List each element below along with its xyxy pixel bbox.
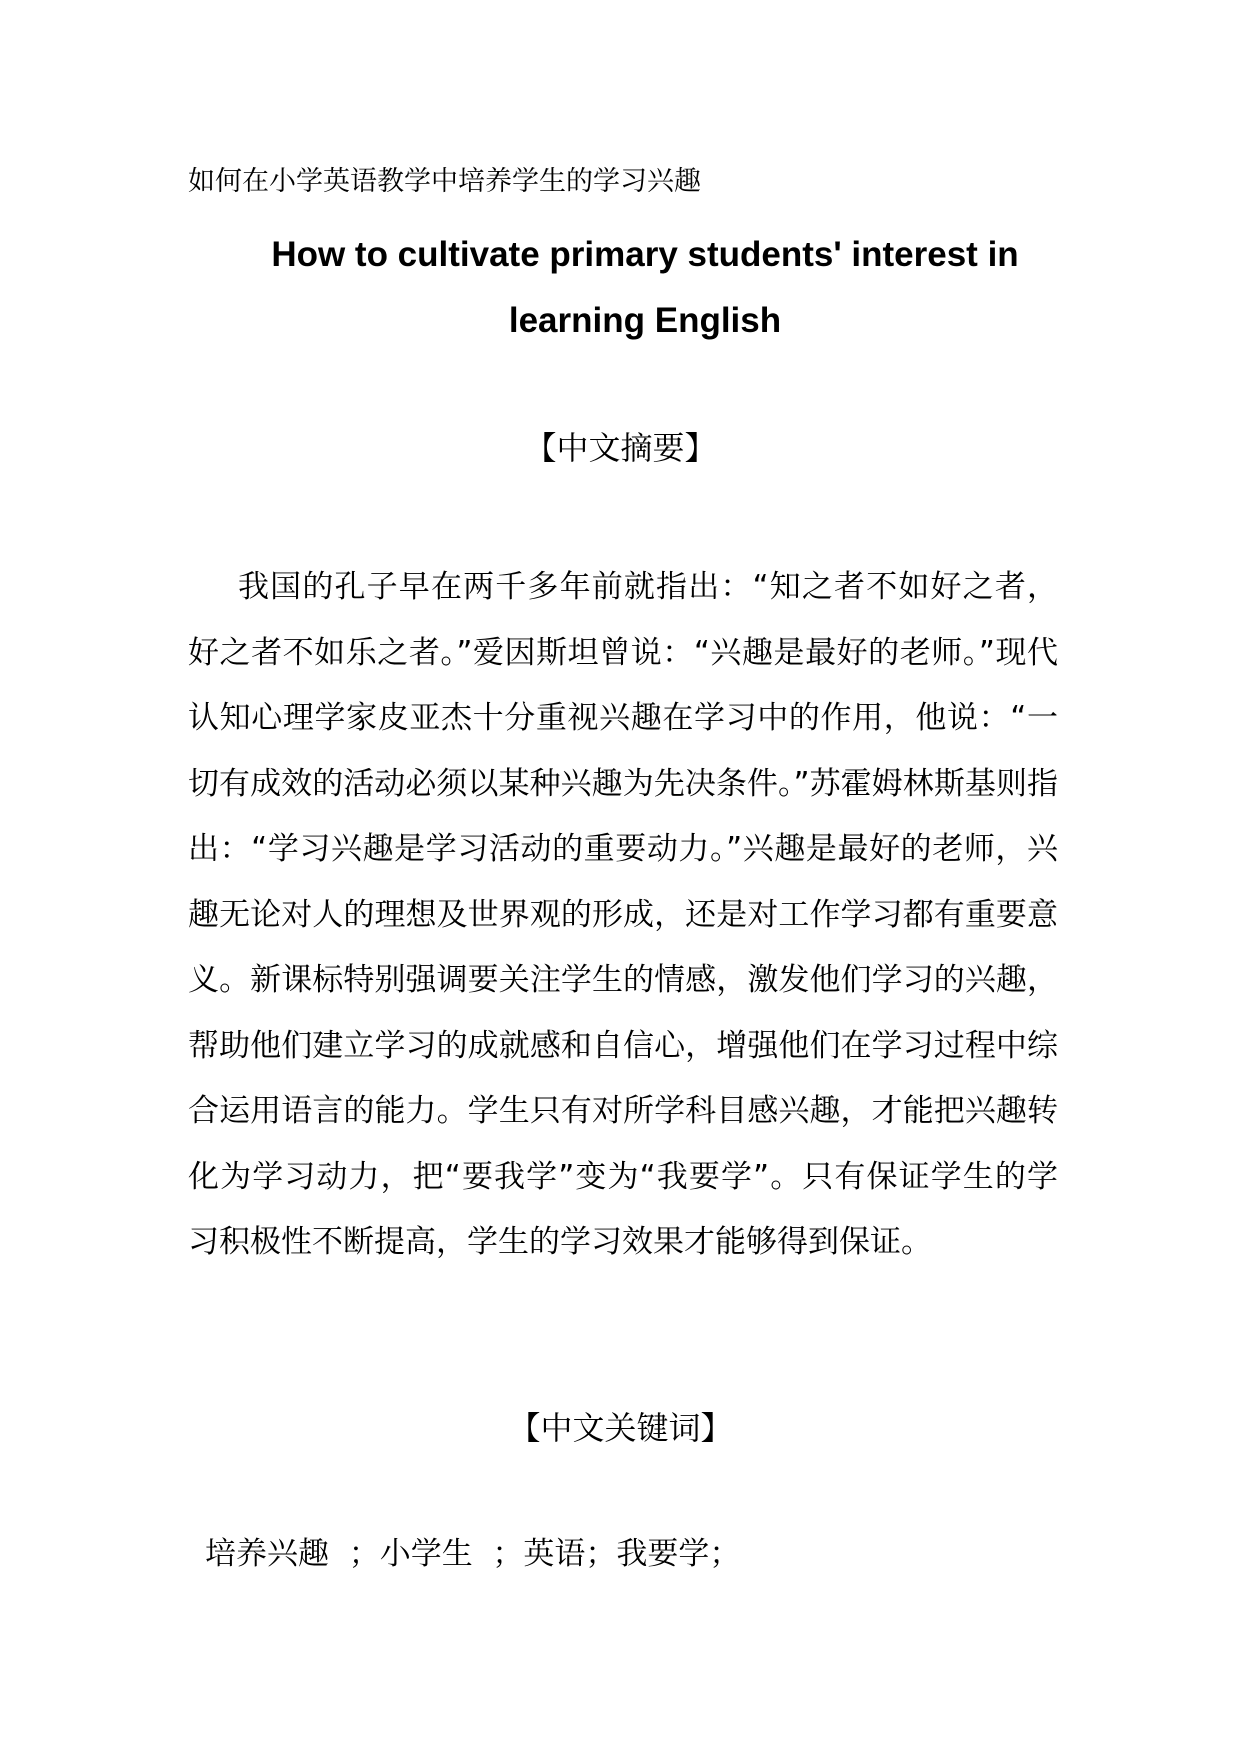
chinese-title: 如何在小学英语教学中培养学生的学习兴趣 [188,166,701,197]
abstract-heading: 【中文摘要】 [524,429,717,467]
english-title: How to cultivate primary students' interest in learning English [271,235,1019,340]
keywords-line: 培养兴趣 ；小学生 ；英语；我要学； [205,1536,741,1572]
keywords-heading: 【中文关键词】 [508,1409,733,1447]
abstract-paragraph: 我国的孔子早在两千多年前就指出：“知之者不如好之者，好之者不如乐之者。”爱因斯坦曾说：“兴趣是最好的老师。”现代认知心理学家皮亚杰十分重视兴趣在学习中的作用，他说：“一切有成效的活动必须以某种兴趣为先决条件。”苏霍姆林斯基则指出：“学习兴趣是学习活动的重要动力。”兴趣是最好的老师，兴趣无论对人的理想及世界观的形成，还是对工作学习都有重要意义。新课标特别强调要关注学生的情感，激发他们学习的兴趣，帮助他们建立学习的成就感和自信心，增强他们在学习过程中综合运用语言的能力。学生只有对所学科目感兴趣，才能把兴趣转化为学习动力，把“要我学”变为“我要学”。只有保证学生的学习积极性不断提高，学生的学习效果才能够得到保证。 [188,569,1058,1260]
